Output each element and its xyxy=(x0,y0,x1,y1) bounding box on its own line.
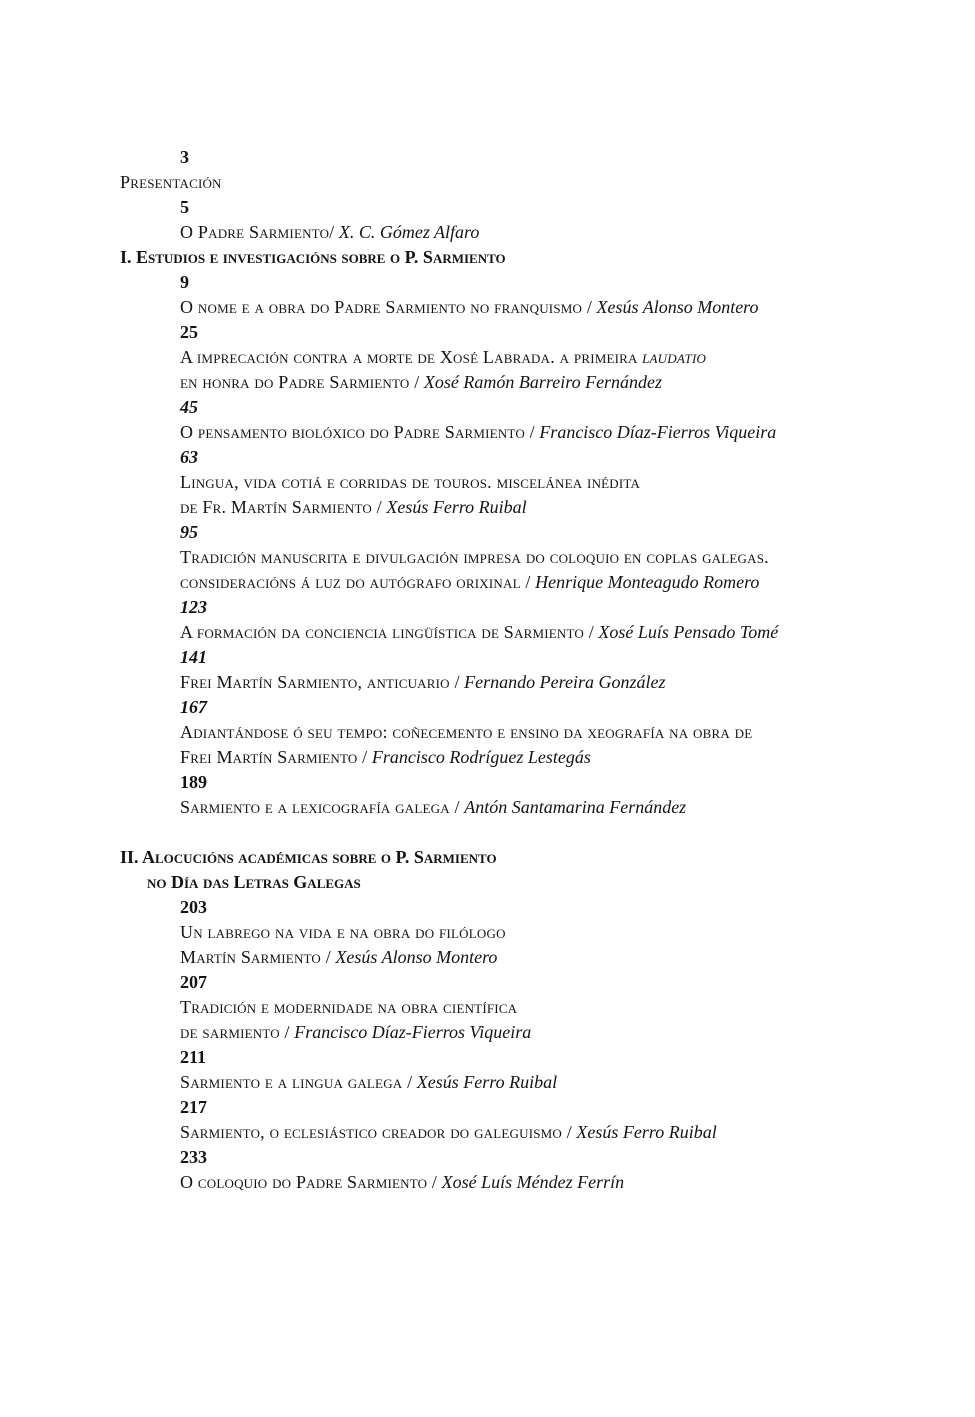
entry-author: Xosé Luís Pensado Tomé xyxy=(598,622,779,642)
page-number: 189 xyxy=(180,772,207,792)
section-heading: II. Alocucións académicas sobre o P. Sarmiento xyxy=(120,847,497,867)
page-number: 217 xyxy=(180,1097,207,1117)
entry xyxy=(180,1172,624,1192)
section-heading: no Día das Letras Galegas xyxy=(147,872,361,892)
entry xyxy=(180,422,776,442)
entry-title: Sarmiento, o eclesiástico creador do galeguismo / xyxy=(180,1122,572,1142)
entry-author: Fernando Pereira González xyxy=(464,672,666,692)
entry xyxy=(180,497,527,517)
entry xyxy=(180,1072,557,1092)
page-number: 233 xyxy=(180,1147,207,1167)
entry-title: de Fr. Martín Sarmiento / xyxy=(180,497,382,517)
entry-title: Frei Martín Sarmiento, anticuario / xyxy=(180,672,460,692)
entry-title: Adiantándose ó seu tempo: coñecemento e ensino da xeografía na obra de xyxy=(180,722,753,742)
entry xyxy=(180,947,497,967)
entry-author: Xesús Ferro Ruibal xyxy=(386,497,527,517)
entry xyxy=(180,222,479,242)
page-number: 211 xyxy=(180,1047,207,1067)
page-number: 203 xyxy=(180,897,207,917)
entry xyxy=(180,797,686,817)
entry-title: Lingua, vida cotiá e corridas de touros. miscelánea inédita xyxy=(180,472,641,492)
entry-title: O pensamento biolóxico do Padre Sarmiento / xyxy=(180,422,535,442)
entry xyxy=(180,572,759,592)
entry-author: Xesús Alonso Montero xyxy=(596,297,759,317)
entry-title: consideracións á luz do autógrafo orixinal / xyxy=(180,572,531,592)
page-number: 5 xyxy=(180,197,189,217)
entry-title: O nome e a obra do Padre Sarmiento no franquismo / xyxy=(180,297,593,317)
entry-title-italic: laudatio xyxy=(642,347,707,367)
entry-author: Xosé Luís Méndez Ferrín xyxy=(441,1172,625,1192)
entry-author: Francisco Díaz-Fierros Viqueira xyxy=(539,422,777,442)
entry-author: X. C. Gómez Alfaro xyxy=(338,222,480,242)
entry-title: Frei Martín Sarmiento / xyxy=(180,747,368,767)
entry-title: A imprecación contra a morte de Xosé Labrada. a primeira xyxy=(180,347,638,367)
entry-title: Tradición manuscrita e divulgación impresa do coloquio en coplas galegas. xyxy=(180,547,769,567)
entry-author: Xosé Ramón Barreiro Fernández xyxy=(423,372,663,392)
entry-title: Presentación xyxy=(120,172,222,192)
entry-title: Un labrego na vida e na obra do filólogo xyxy=(180,922,506,942)
entry-title: en honra do Padre Sarmiento / xyxy=(180,372,420,392)
page-number: 9 xyxy=(180,272,189,292)
entry-title: A formación da conciencia lingüística de Sarmiento / xyxy=(180,622,594,642)
section-heading: I. Estudios e investigacións sobre o P. Sarmiento xyxy=(120,247,506,267)
page-number: 95 xyxy=(180,522,198,542)
entry xyxy=(180,672,665,692)
entry-author: Xesús Alonso Montero xyxy=(335,947,498,967)
page-number: 141 xyxy=(180,647,207,667)
entry-author: Antón Santamarina Fernández xyxy=(464,797,687,817)
entry-title: Sarmiento e a lexicografía galega / xyxy=(180,797,460,817)
page-number: 207 xyxy=(180,972,207,992)
entry xyxy=(180,622,778,642)
entry-author: Francisco Rodríguez Lestegás xyxy=(371,747,591,767)
entry xyxy=(180,1022,531,1042)
entry-author: Xesús Ferro Ruibal xyxy=(576,1122,717,1142)
entry-author: Francisco Díaz-Fierros Viqueira xyxy=(294,1022,532,1042)
page-number: 25 xyxy=(180,322,198,342)
entry-title: Tradición e modernidade na obra científica xyxy=(180,997,518,1017)
entry xyxy=(180,372,662,392)
page-number: 63 xyxy=(180,447,198,467)
page-number: 3 xyxy=(180,147,189,167)
page-number: 45 xyxy=(180,397,198,417)
entry-author: Xesús Ferro Ruibal xyxy=(416,1072,558,1092)
page-number: 167 xyxy=(180,697,207,717)
entry xyxy=(180,747,591,767)
entry-title: O Padre Sarmiento/ xyxy=(180,222,335,242)
entry xyxy=(180,1122,717,1142)
page-number: 123 xyxy=(180,597,207,617)
entry xyxy=(180,347,706,367)
entry-title: de sarmiento / xyxy=(180,1022,290,1042)
entry-author: Henrique Monteagudo Romero xyxy=(535,572,760,592)
entry-title: O coloquio do Padre Sarmiento / xyxy=(180,1172,438,1192)
entry-title: Sarmiento e a lingua galega / xyxy=(180,1072,413,1092)
entry-title: Martín Sarmiento / xyxy=(180,947,331,967)
entry xyxy=(180,297,759,317)
